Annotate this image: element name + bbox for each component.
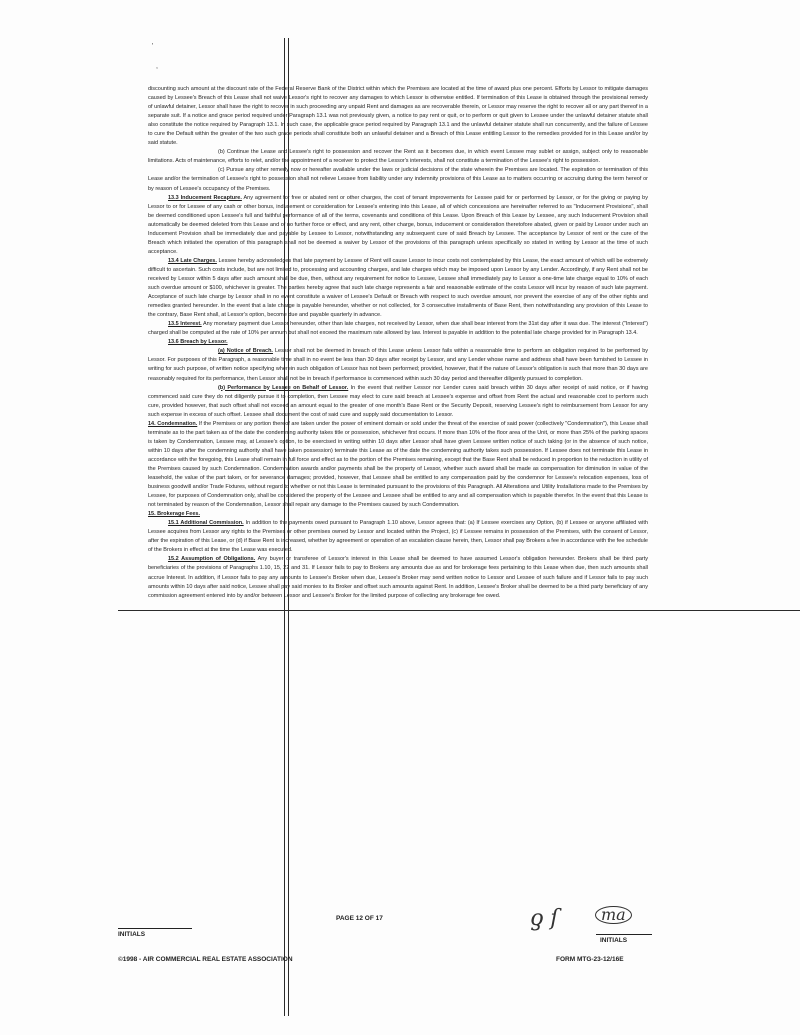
initials-label-right: INITIALS	[600, 937, 628, 944]
section-heading: 14. Condemnation.	[148, 420, 198, 427]
lease-paragraph	[148, 347, 648, 383]
lease-paragraph	[148, 555, 648, 600]
paragraph-text: If the Premises or any portion thereof are taken under the power of eminent domain or sold under the threat of the exercise of said power (collectively "Condemnation"), this Lease shall terminate as to the part taken as of the date the condemning authority takes title or possession, whichever first occurs. If more than 10% of the floor area of the Unit, or more than 25% of the parking spaces is taken by Condemnation, Lessee may, at Lessee's option, to be exercised in writing within 10 days after Lessor shall have given Lessee written notice of such taking (or in the absence of such notice, within 10 days after the condemning authority shall have taken possession) terminate this Lease as of the date the condemning authority takes such possession. If Lessee does not terminate this Lease in accordance with the foregoing, this Lease shall remain in full force and effect as to the portion of the Premises remaining, except that the Base Rent shall be reduced in proportion to the reduction in utility of the Premises caused by such Condemnation. Condemnation awards and/or payments shall be the property of Lessor, whether such award shall be made as compensation for diminution in value of the leasehold, the value of the part taken, or for severance damages; provided, however, that Lessee shall be entitled to any compensation paid by the condemnor for Lessee's relocation expenses, loss of business goodwill and/or Trade Fixtures, without regard to whether or not this Lease is terminated pursuant to the provisions of this Paragraph. All Alterations and Utility Installations made to the Premises by Lessee, for purposes of Condemnation only, shall be considered the property of the Lessee and Lessee shall be entitled to any and all compensation which is payable therefor. In the event that this Lease is not terminated by reason of the Condemnation, Lessor shall repair any damage to the Premises caused by such Condemnation.	[148, 420, 648, 509]
margin-mark: '	[152, 43, 154, 50]
initials-line-right	[596, 934, 652, 935]
form-identifier: FORM MTG-23-12/16E	[556, 956, 624, 963]
section-heading: 13.4 Late Charges.	[168, 257, 217, 264]
paragraph-text: Lessor shall not be deemed in breach of this Lease unless Lessor fails within a reasonable time to perform an obligation required to be performed by Lessor. For purposes of this Paragraph, a reasonable time shall in no event be less than 30 days after receipt by Lessor, and any Lender whose name and address shall have been furnished to Lessee in writing for such purpose, of written notice specifying wherein such obligation of Lessor has not been performed; provided, however, that if the nature of Lessor's obligation is such that more than 30 days are reasonably required for its performance, then Lessor shall not be in breach if performance is commenced within such 30 day period and thereafter diligently pursued to completion.	[148, 348, 649, 382]
initials-label-left: INITIALS	[118, 931, 146, 938]
paragraph-text: discounting such amount at the discount rate of the Federal Reserve Bank of the District within which the Premises are located at the time of award plus one percent. Efforts by Lessor to mitigate damages caused by Lessee's Breach of this Lease shall not waive Lessor's right to recover any damages to which Lessor is otherwise entitled. If termination of this Lease is obtained through the provisional remedy of unlawful detainer, Lessor shall have the right to recover in such proceeding any unpaid Rent and damages as are recoverable therein, or Lessor may reserve the right to recover all or any part thereof in a separate suit. If a notice and grace period required under Paragraph 13.1 was not previously given, a notice to pay rent or quit, or to perform or quit given to Lessee under the unlawful detainer statute shall also constitute the notice required by Paragraph 13.1. In such case, the applicable grace period required by Paragraph 13.1 and the unlawful detainer statute shall run concurrently, and the failure of Lessee to cure the Default within the greater of the two such grace periods shall constitute both an unlawful detainer and a Breach of this Lease entitling Lessor to the remedies provided for in this Lease and/or by said statute.	[148, 86, 648, 147]
margin-mark: ,	[156, 63, 158, 70]
section-heading: 13.6 Breach by Lessor.	[168, 339, 228, 346]
section-heading: (b) Performance by Lessee on Behalf of Lessor.	[218, 384, 349, 391]
lease-paragraph	[148, 519, 648, 555]
section-heading: 13.5 Interest.	[168, 321, 202, 328]
lease-paragraph	[148, 194, 648, 257]
initials-line-left	[118, 928, 192, 929]
lease-paragraph	[148, 148, 648, 166]
paragraph-text: In addition to the payments owed pursuant to Paragraph 1.10 above, Lessor agrees that: (a) If Lessee exercises any Option, (b) if Lessee or anyone affiliated with Lessee acquires from Lessor any rights to the Premises or other premises owned by Lessor and located within the Project, (c) if Lessee remains in possession of the Premises, with the consent of Lessor, after the expiration of this Lease, or (d) if Base Rent is increased, whether by agreement or operation of an escalation clause herein, then, Lessor shall pay Brokers a fee in accordance with the fee schedule of the Brokers in effect at the time the Lease was executed.	[148, 520, 648, 554]
paragraph-text: Any buyer or transferee of Lessor's interest in this Lease shall be deemed to have assumed Lessor's obligation hereunder. Brokers shall be third party beneficiaries of the provisions of Paragraphs 1.10, 15, 22 and 31. If Lessor fails to pay to Brokers any amounts due as and for brokerage fees pertaining to this Lease when due, then such amounts shall accrue Interest. In addition, if Lessor fails to pay any amounts to Lessee's Broker when due, Lessee's Broker may send written notice to Lessor and Lessee of such failure and if Lessor fails to pay such amounts within 10 days after said notice, Lessee shall pay said monies to its Broker and offset such amounts against Rent. In addition, Lessee's Broker shall be deemed to be a third party beneficiary of any commission agreement entered into by and/or between Lessor and Lessee's Broker for the limited purpose of collecting any brokerage fee owed.	[148, 556, 648, 599]
section-heading: (a) Notice of Breach.	[218, 348, 273, 355]
lease-paragraph	[148, 384, 648, 420]
scan-artifact-horizontal-line	[118, 610, 800, 611]
lease-paragraph	[148, 338, 648, 347]
copyright-notice: ©1998 - AIR COMMERCIAL REAL ESTATE ASSOCIATION	[118, 956, 293, 963]
lease-paragraph	[148, 85, 648, 148]
paragraph-text: Any agreement for free or abated rent or other charges, the cost of tenant improvements for Lessee paid for or performed by Lessor, or for the giving or paying by Lessor to or for Lessee of any cash or other bonus, inducement or consideration for Lessee's entering into this Lease, all of which concessions are hereinafter referred to as "Inducement Provisions", shall be deemed conditioned upon Lessee's full and faithful performance of all of the terms, covenants and conditions of this Lease. Upon Breach of this Lease by Lessee, any such Inducement Provision shall automatically be deemed deleted from this Lease and of no further force or effect, and any rent, other charge, bonus, inducement or consideration theretofore abated, given or paid by Lessor under such an Inducement Provision shall be immediately due and payable by Lessee to Lessor, notwithstanding any subsequent cure of said Breach by Lessee. The acceptance by Lessor of rent or the cure of the Breach which initiated the operation of this paragraph shall not be deemed a waiver by Lessor of the provisions of this paragraph unless specifically so stated in writing by Lessor at the time of such acceptance.	[148, 194, 648, 255]
section-heading: 13.3 Inducement Recapture.	[168, 194, 242, 201]
page-number: PAGE 12 OF 17	[336, 915, 383, 922]
lease-paragraph	[148, 320, 648, 338]
paragraph-text: Lessee hereby acknowledges that late payment by Lessee of Rent will cause Lessor to incur costs not contemplated by this Lease, the exact amount of which will be extremely difficult to ascertain. Such costs include, but are not limited to, processing and accounting charges, and late charges which may be imposed upon Lessor by any Lender. Accordingly, if any Rent shall not be received by Lessor within 5 days after such amount shall be due, then, without any requirement for notice to Lessee, Lessee shall immediately pay to Lessor a one-time late charge equal to 10% of each such overdue amount or $100, whichever is greater. The parties hereby agree that such late charge represents a fair and reasonable estimate of the costs Lessor will incur by reason of such late payment. Acceptance of such late charge by Lessor shall in no event constitute a waiver of Lessee's Default or Breach with respect to such overdue amount, nor prevent the exercise of any of the other rights and remedies granted hereunder. In the event that a late charge is payable hereunder, whether or not collected, for 3 consecutive installments of Base Rent, then notwithstanding any provision of this Lease to the contrary, Base Rent shall, at Lessor's option, become due and payable quarterly in advance.	[148, 257, 648, 319]
section-heading: 15.2 Assumption of Obligations.	[168, 556, 256, 563]
paragraph-text: Any monetary payment due Lessor hereunder, other than late charges, not received by Lessor, when due shall bear interest from the 31st day after it was due. The interest ("Interest") charged shall be computed at the rate of 10% per annum but shall not exceed the maximum rate allowed by law. Interest is payable in addition to the potential late charge provided for in Paragraph 13.4.	[148, 321, 648, 337]
lease-paragraph	[148, 510, 648, 519]
handwritten-initials: ƍ ſ	[530, 906, 559, 931]
lease-body-text	[148, 85, 648, 601]
lease-paragraph	[148, 166, 648, 193]
paragraph-text: In the event that neither Lessor nor Lender cures said breach within 30 days after receipt of said notice, or if having commenced said cure they do not diligently pursue it to completion, then Lessee may elect to cure said breach at Lessee's expense and offset from Rent the actual and reasonable cost to perform such cure, provided however, that such offset shall not exceed an amount equal to the greater of one month's Base Rent or the Security Deposit, reserving Lessee's right to reimbursement from Lessor for any such expense in excess of such offset. Lessee shall document the cost of said cure and supply said documentation to Lessor.	[148, 384, 648, 418]
paragraph-text: (b) Continue the Lease and Lessee's right to possession and recover the Rent as it becomes due, in which event Lessee may sublet or assign, subject only to reasonable limitations. Acts of maintenance, efforts to relet, and/or the appointment of a receiver to protect the Lessor's interests, shall not constitute a termination of the Lessee's right to possession.	[148, 149, 648, 165]
paragraph-text: (c) Pursue any other remedy now or hereafter available under the laws or judicial decisions of the state wherein the Premises are located. The expiration or termination of this Lease and/or the termination of Lessee's right to possession shall not relieve Lessee from liability under any indemnity provisions of this Lease as to matters occurring or accruing during the term hereof or by reason of Lessee's occupancy of the Premises.	[148, 167, 648, 192]
lease-paragraph	[148, 420, 648, 510]
section-heading: 15.1 Additional Commission.	[168, 520, 244, 527]
handwritten-initials: ma	[595, 906, 632, 924]
lease-paragraph	[148, 257, 648, 320]
section-heading: 15. Brokerage Fees.	[148, 511, 200, 518]
